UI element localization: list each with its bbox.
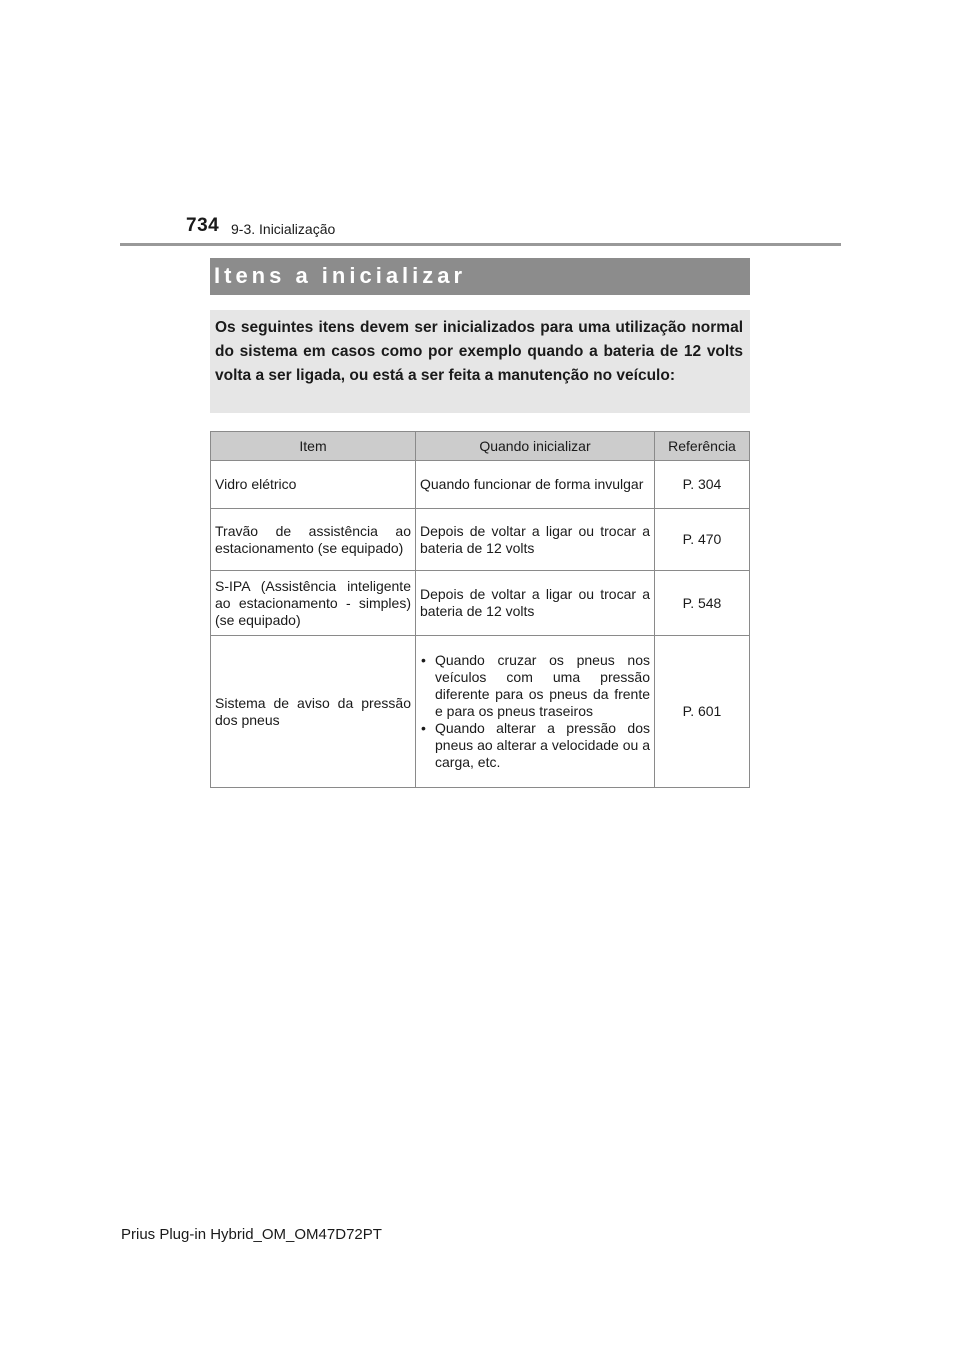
cell-when: Depois de voltar a ligar ou trocar a bateria de 12 volts: [416, 509, 655, 571]
section-title-bar: [210, 258, 750, 295]
column-header-reference: Referência: [655, 432, 750, 461]
when-bullet-item: • Quando cruzar os pneus nos veículos com uma pressão diferente para os pneus da frente e para os pneus traseiros: [420, 652, 650, 720]
section-title: Itens a inicializar: [214, 263, 467, 288]
header-divider: [120, 243, 841, 246]
page-number: 734: [186, 215, 220, 236]
intro-box: [210, 310, 750, 413]
footer-document-id: Prius Plug-in Hybrid_OM_OM47D72PT: [121, 1226, 382, 1243]
column-header-item: Item: [211, 432, 416, 461]
section-label: 9-3. Inicialização: [231, 221, 336, 237]
cell-reference: P. 601: [655, 636, 750, 788]
page-header: [0, 0, 960, 250]
initialization-table: [210, 431, 750, 788]
cell-when: Depois de voltar a ligar ou trocar a bateria de 12 volts: [416, 571, 655, 636]
table-row: [211, 636, 750, 788]
cell-when: Quando funcionar de forma invulgar: [416, 461, 655, 509]
table-row: [211, 571, 750, 636]
when-bullet-list: [420, 652, 650, 771]
cell-reference: P. 548: [655, 571, 750, 636]
column-header-when: Quando inicializar: [416, 432, 655, 461]
table-header-row: [211, 432, 750, 461]
cell-reference: P. 470: [655, 509, 750, 571]
table-row: [211, 461, 750, 509]
cell-when: [416, 636, 655, 788]
cell-item: S-IPA (Assistência inteligente ao estacionamento - simples) (se equipado): [211, 571, 416, 636]
cell-item: Sistema de aviso da pressão dos pneus: [211, 636, 416, 788]
intro-text: Os seguintes itens devem ser inicializados para uma utilização normal do sistema em casos como por exemplo quando a bateria de 12 volts volta a ser ligada, ou está a ser feita a manutenção no veículo:: [215, 319, 743, 384]
cell-item: Travão de assistência ao estacionamento (se equipado): [211, 509, 416, 571]
cell-item: Vidro elétrico: [211, 461, 416, 509]
table-row: [211, 509, 750, 571]
cell-reference: P. 304: [655, 461, 750, 509]
when-bullet-item: • Quando alterar a pressão dos pneus ao alterar a velocidade ou a carga, etc.: [420, 720, 650, 771]
